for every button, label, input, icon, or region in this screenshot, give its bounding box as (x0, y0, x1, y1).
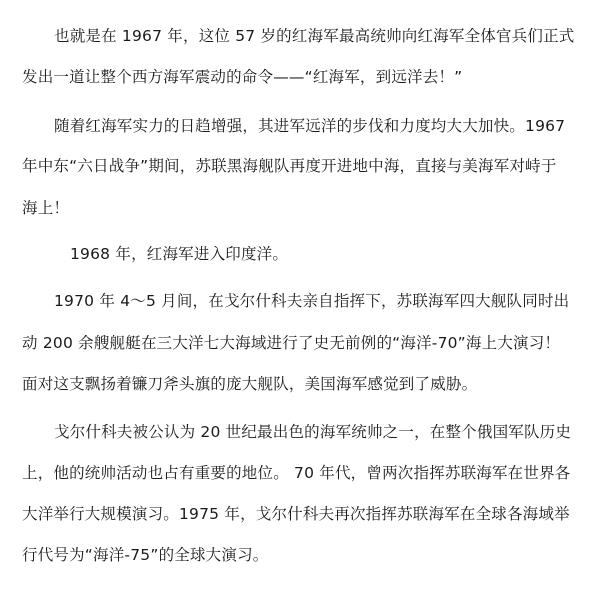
paragraph-2-line-2: 年中东“六日战争”期间，苏联黑海舰队再度开进地中海，直接与美海军对峙于 (22, 157, 557, 175)
paragraph-4-line-1: 1970 年 4～5 月间，在戈尔什科夫亲自指挥下，苏联海军四大舰队同时出 (54, 292, 570, 310)
paragraph-4-line-3: 面对这支飘扬着镰刀斧头旗的庞大舰队，美国海军感觉到了威胁。 (22, 375, 478, 393)
paragraph-5-line-1: 戈尔什科夫被公认为 20 世纪最出色的海军统帅之一，在整个俄国军队历史 (54, 423, 572, 441)
paragraph-5-line-3: 大洋举行大规模演习。1975 年，戈尔什科夫再次指挥苏联海军在全球各海域举 (22, 505, 570, 523)
paragraph-2-line-3: 海上！ (22, 199, 70, 217)
paragraph-3-line-1: 1968 年，红海军进入印度洋。 (70, 245, 289, 263)
paragraph-4-line-2: 动 200 余艘舰艇在三大洋七大海域进行了史无前例的“海洋-70”海上大演习！ (22, 334, 561, 352)
paragraph-2-line-1: 随着红海军实力的日趋增强，其进军远洋的步伐和力度均大大加快。1967 (54, 117, 566, 135)
paragraph-1-line-2: 发出一道让整个西方海军震动的命令——“红海军，到远洋去！” (22, 68, 463, 86)
paragraph-5-line-2: 上，他的统帅活动也占有重要的地位。 70 年代，曾两次指挥苏联海军在世界各 (22, 464, 571, 482)
paragraph-5-line-4: 行代号为“海洋-75”的全球大演习。 (22, 546, 269, 564)
paragraph-1-line-1: 也就是在 1967 年，这位 57 岁的红海军最高统帅向红海军全体官兵们正式 (54, 27, 575, 45)
